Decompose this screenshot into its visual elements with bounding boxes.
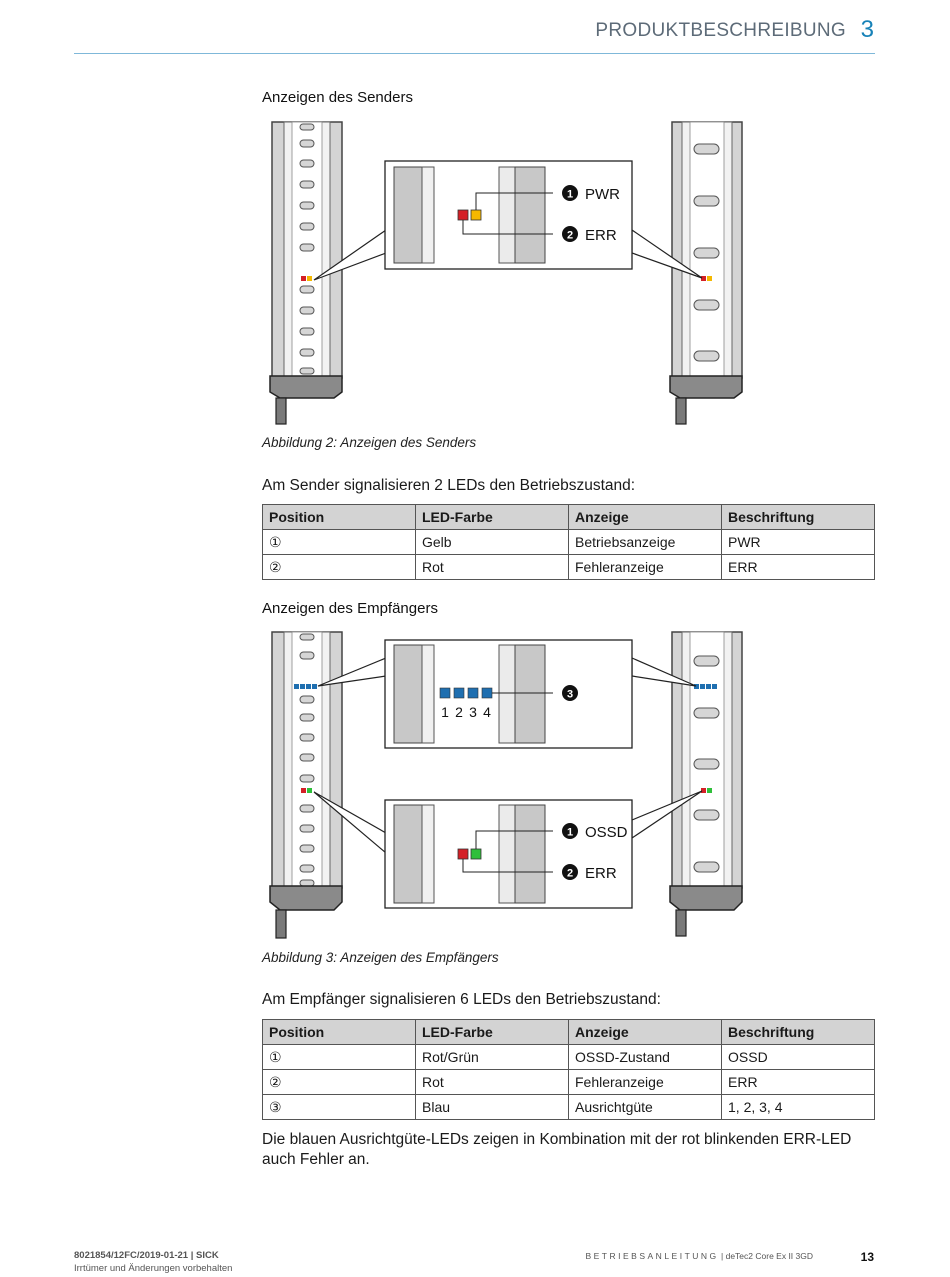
table-cell: Ausrichtgüte (569, 1095, 722, 1120)
header-divider (74, 53, 875, 54)
sender-callout-1-num: 1 (566, 188, 574, 201)
table-cell: Blau (416, 1095, 569, 1120)
sender-right-profile (670, 122, 742, 424)
led-number-3: 3 (469, 704, 477, 720)
sender-callout-1-label: PWR (585, 186, 620, 203)
receiver-figure (262, 628, 762, 943)
table-cell: ERR (722, 1070, 875, 1095)
led-number-2: 2 (455, 704, 463, 720)
sender-callout-2-label: ERR (585, 227, 617, 244)
receiver-left-profile (270, 632, 342, 938)
sender-right-yellow-led (707, 276, 712, 281)
footer-doc-id: 8021854/12FC/2019-01-21 | SICK (74, 1250, 219, 1261)
page-number: 13 (860, 1250, 874, 1264)
receiver-intro-text: Am Empfänger signalisieren 6 LEDs den Betriebszustand: (262, 991, 661, 1008)
sender-led-table (262, 504, 875, 580)
table-row (263, 530, 875, 555)
receiver-section-title: Anzeigen des Empfängers (262, 600, 438, 617)
closing-paragraph: Die blauen Ausrichtgüte-LEDs zeigen in Kombination mit der rot blinkenden ERR-LED auch Fehler an. (262, 1131, 852, 1168)
table-cell: PWR (722, 530, 875, 555)
sender-zoom-callout (314, 161, 702, 280)
table-header-cell: Anzeige (569, 1020, 722, 1045)
receiver-callout-2-num: 2 (566, 867, 574, 880)
footer-manual-info (585, 1251, 813, 1261)
table-cell: 1, 2, 3, 4 (722, 1095, 875, 1120)
table-header-row (263, 1020, 875, 1045)
table-cell: Fehleranzeige (569, 555, 722, 580)
sender-figure (262, 118, 762, 428)
receiver-led-table (262, 1019, 875, 1120)
footer-product: | deTec2 Core Ex II 3GD (721, 1251, 813, 1261)
footer-left (74, 1249, 232, 1275)
table-cell: OSSD-Zustand (569, 1045, 722, 1070)
table-cell: OSSD (722, 1045, 875, 1070)
receiver-figure-caption: Abbildung 3: Anzeigen des Empfängers (262, 950, 499, 965)
sender-left-yellow-led (307, 276, 312, 281)
table-header-cell: Position (263, 505, 416, 530)
footer-manual-type: BETRIEBSANLEITUNG (585, 1251, 719, 1261)
table-cell: Rot (416, 555, 569, 580)
led-number-1: 1 (441, 704, 449, 720)
table-header-cell: Anzeige (569, 505, 722, 530)
sender-zoom-red-led (458, 210, 468, 220)
sender-callout-2-num: 2 (566, 229, 574, 242)
table-row (263, 1045, 875, 1070)
sender-left-red-led (301, 276, 306, 281)
table-cell: ③ (263, 1095, 416, 1120)
table-cell: Betriebsanzeige (569, 530, 722, 555)
chapter-number: 3 (860, 16, 874, 43)
table-cell: ① (263, 1045, 416, 1070)
sender-figure-caption: Abbildung 2: Anzeigen des Senders (262, 435, 477, 450)
table-header-cell: Beschriftung (722, 505, 875, 530)
table-header-cell: LED-Farbe (416, 505, 569, 530)
table-cell: ① (263, 530, 416, 555)
sender-zoom-yellow-led (471, 210, 481, 220)
table-cell: Rot (416, 1070, 569, 1095)
table-header-cell: Beschriftung (722, 1020, 875, 1045)
sender-intro-text: Am Sender signalisieren 2 LEDs den Betriebszustand: (262, 477, 636, 494)
table-header-cell: Position (263, 1020, 416, 1045)
led-number-4: 4 (483, 704, 491, 720)
table-cell: ② (263, 555, 416, 580)
receiver-right-profile (670, 632, 742, 936)
receiver-callout-3-num: 3 (566, 688, 574, 701)
table-header-row (263, 505, 875, 530)
table-header-cell: LED-Farbe (416, 1020, 569, 1045)
table-cell: ERR (722, 555, 875, 580)
receiver-callout-1-label: OSSD (585, 824, 628, 841)
receiver-upper-zoom-callout (318, 640, 696, 748)
table-row (263, 1070, 875, 1095)
table-cell: ② (263, 1070, 416, 1095)
table-cell: Rot/Grün (416, 1045, 569, 1070)
chapter-title: PRODUKTBESCHREIBUNG (595, 20, 846, 41)
receiver-callout-1-num: 1 (566, 826, 574, 839)
receiver-lower-zoom-callout (314, 791, 702, 908)
table-cell: Fehleranzeige (569, 1070, 722, 1095)
receiver-callout-2-label: ERR (585, 865, 617, 882)
table-cell: Gelb (416, 530, 569, 555)
table-row (263, 1095, 875, 1120)
sender-section-title: Anzeigen des Senders (262, 89, 413, 106)
table-row (263, 555, 875, 580)
footer-disclaimer: Irrtümer und Änderungen vorbehalten (74, 1263, 233, 1274)
